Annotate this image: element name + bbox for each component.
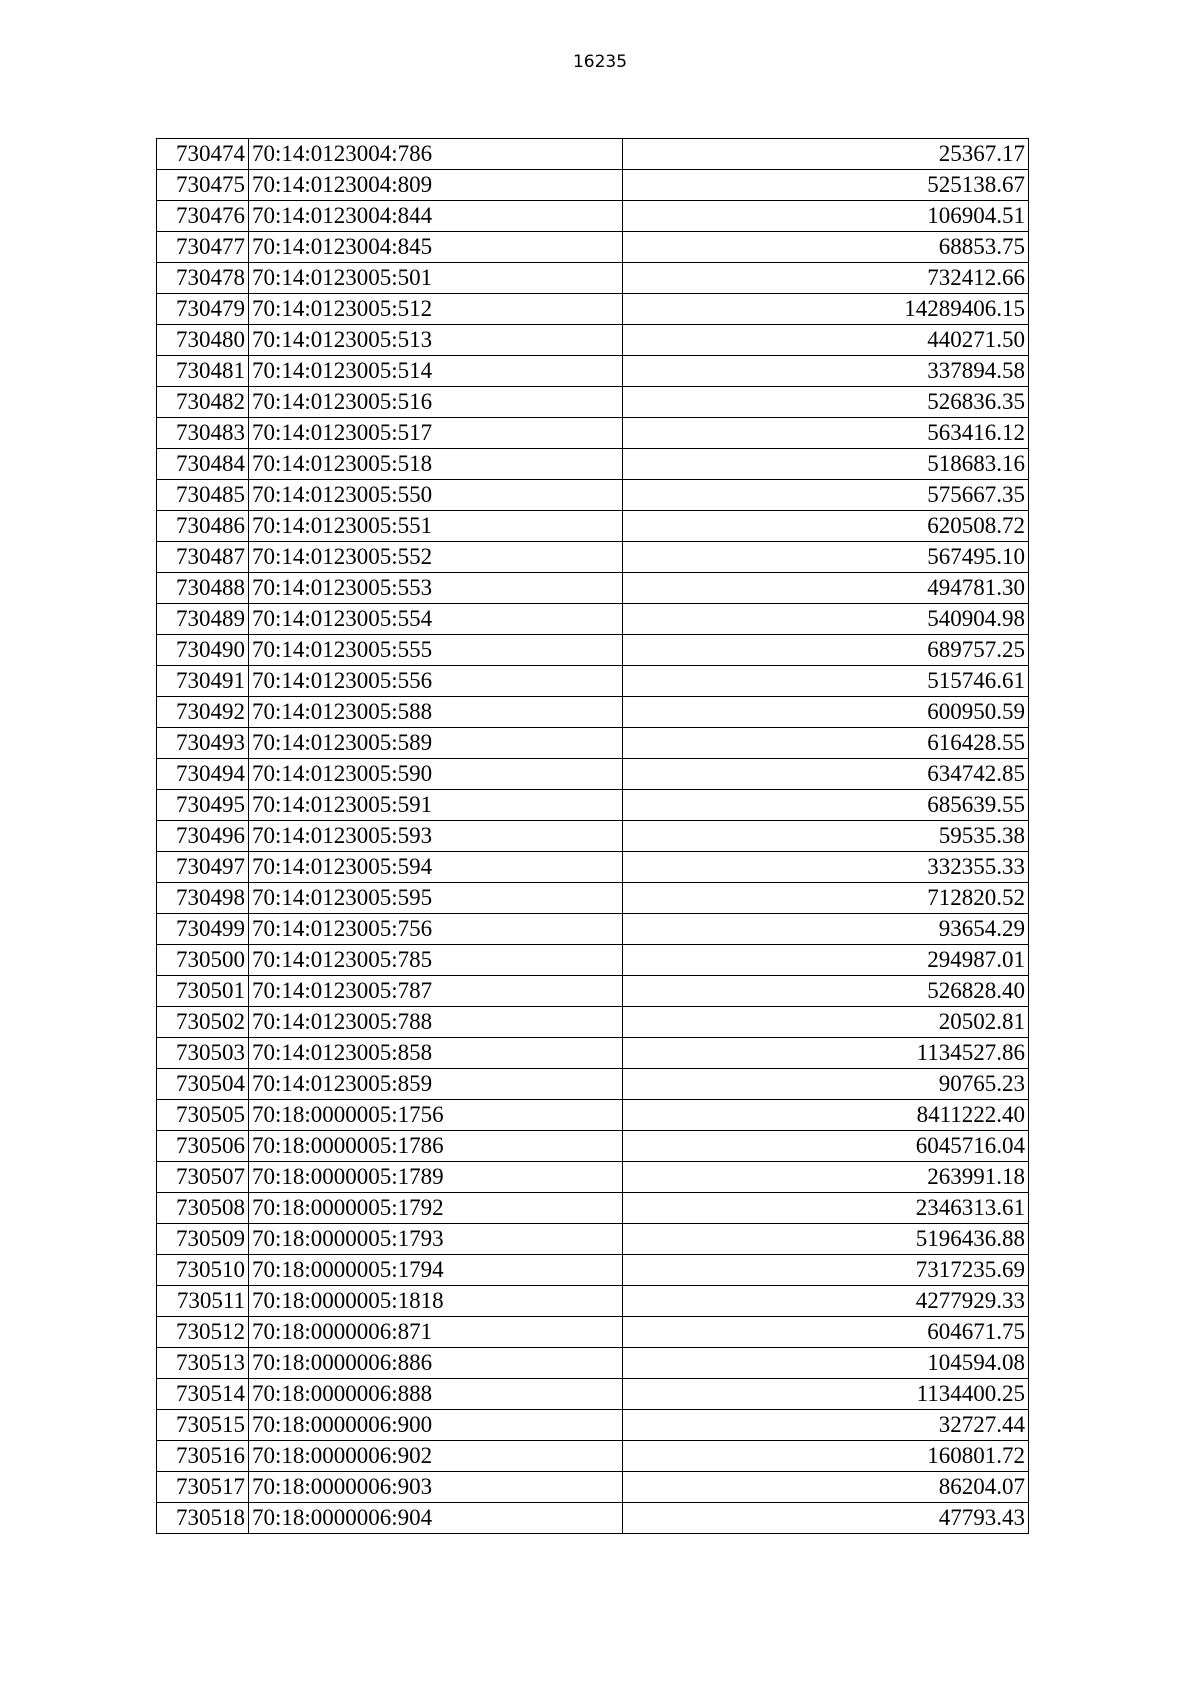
cadastral-number-cell: 70:14:0123005:591	[249, 790, 623, 821]
table-row	[157, 821, 1029, 852]
cadastral-value-cell: 712820.52	[623, 883, 1029, 914]
cadastral-number-cell: 70:14:0123005:554	[249, 604, 623, 635]
row-number-cell: 730485	[157, 480, 249, 511]
cadastral-value-cell: 620508.72	[623, 511, 1029, 542]
cadastral-number-cell: 70:18:0000005:1792	[249, 1193, 623, 1224]
table-row	[157, 542, 1029, 573]
cadastral-value-cell: 600950.59	[623, 697, 1029, 728]
cadastral-value-cell: 59535.38	[623, 821, 1029, 852]
cadastral-number-cell: 70:14:0123005:501	[249, 263, 623, 294]
row-number-cell: 730493	[157, 728, 249, 759]
table-row	[157, 139, 1029, 170]
cadastral-number-cell: 70:18:0000005:1789	[249, 1162, 623, 1193]
row-number-cell: 730503	[157, 1038, 249, 1069]
row-number-cell: 730512	[157, 1317, 249, 1348]
cadastral-value-cell: 567495.10	[623, 542, 1029, 573]
cadastral-number-cell: 70:18:0000006:903	[249, 1472, 623, 1503]
page-number: 16235	[572, 52, 628, 72]
table-row	[157, 759, 1029, 790]
row-number-cell: 730481	[157, 356, 249, 387]
table-row	[157, 1069, 1029, 1100]
row-number-cell: 730507	[157, 1162, 249, 1193]
cadastral-value-cell: 5196436.88	[623, 1224, 1029, 1255]
cadastral-number-cell: 70:14:0123005:859	[249, 1069, 623, 1100]
row-number-cell: 730518	[157, 1503, 249, 1534]
cadastral-value-cell: 1134400.25	[623, 1379, 1029, 1410]
row-number-cell: 730516	[157, 1441, 249, 1472]
table-row	[157, 1317, 1029, 1348]
cadastral-value-cell: 634742.85	[623, 759, 1029, 790]
cadastral-value-cell: 604671.75	[623, 1317, 1029, 1348]
table-row	[157, 1224, 1029, 1255]
cadastral-number-cell: 70:14:0123004:786	[249, 139, 623, 170]
cadastral-value-cell: 6045716.04	[623, 1131, 1029, 1162]
cadastral-number-cell: 70:14:0123005:517	[249, 418, 623, 449]
table-row	[157, 201, 1029, 232]
cadastral-value-cell: 563416.12	[623, 418, 1029, 449]
cadastral-value-cell: 14289406.15	[623, 294, 1029, 325]
cadastral-number-cell: 70:18:0000006:886	[249, 1348, 623, 1379]
row-number-cell: 730499	[157, 914, 249, 945]
table-row	[157, 356, 1029, 387]
cadastral-value-cell: 32727.44	[623, 1410, 1029, 1441]
cadastral-value-cell: 689757.25	[623, 635, 1029, 666]
table-row	[157, 976, 1029, 1007]
cadastral-number-cell: 70:14:0123005:552	[249, 542, 623, 573]
cadastral-number-cell: 70:18:0000006:900	[249, 1410, 623, 1441]
cadastral-number-cell: 70:14:0123005:756	[249, 914, 623, 945]
table-row	[157, 852, 1029, 883]
table-row	[157, 697, 1029, 728]
row-number-cell: 730497	[157, 852, 249, 883]
cadastral-number-cell: 70:14:0123005:594	[249, 852, 623, 883]
row-number-cell: 730510	[157, 1255, 249, 1286]
cadastral-value-cell: 1134527.86	[623, 1038, 1029, 1069]
cadastral-value-cell: 337894.58	[623, 356, 1029, 387]
cadastral-number-cell: 70:14:0123005:785	[249, 945, 623, 976]
table-row	[157, 1255, 1029, 1286]
cadastral-number-cell: 70:14:0123004:845	[249, 232, 623, 263]
cadastral-number-cell: 70:14:0123005:518	[249, 449, 623, 480]
cadastral-value-cell: 515746.61	[623, 666, 1029, 697]
row-number-cell: 730494	[157, 759, 249, 790]
table-row	[157, 1193, 1029, 1224]
table-row	[157, 480, 1029, 511]
row-number-cell: 730509	[157, 1224, 249, 1255]
cadastral-number-cell: 70:14:0123005:858	[249, 1038, 623, 1069]
cadastral-number-cell: 70:14:0123005:555	[249, 635, 623, 666]
cadastral-value-cell: 685639.55	[623, 790, 1029, 821]
row-number-cell: 730491	[157, 666, 249, 697]
row-number-cell: 730488	[157, 573, 249, 604]
cadastral-number-cell: 70:14:0123005:553	[249, 573, 623, 604]
row-number-cell: 730477	[157, 232, 249, 263]
cadastral-value-cell: 526828.40	[623, 976, 1029, 1007]
cadastral-value-cell: 294987.01	[623, 945, 1029, 976]
cadastral-value-table	[156, 138, 1029, 1534]
cadastral-number-cell: 70:18:0000006:871	[249, 1317, 623, 1348]
cadastral-number-cell: 70:18:0000005:1756	[249, 1100, 623, 1131]
row-number-cell: 730515	[157, 1410, 249, 1441]
row-number-cell: 730496	[157, 821, 249, 852]
cadastral-number-cell: 70:18:0000006:904	[249, 1503, 623, 1534]
row-number-cell: 730484	[157, 449, 249, 480]
table-row	[157, 1286, 1029, 1317]
cadastral-value-cell: 104594.08	[623, 1348, 1029, 1379]
row-number-cell: 730482	[157, 387, 249, 418]
table-row	[157, 1038, 1029, 1069]
table-row	[157, 1348, 1029, 1379]
cadastral-value-cell: 332355.33	[623, 852, 1029, 883]
table-row	[157, 666, 1029, 697]
cadastral-value-cell: 525138.67	[623, 170, 1029, 201]
table-row	[157, 914, 1029, 945]
table-row	[157, 263, 1029, 294]
cadastral-number-cell: 70:14:0123005:589	[249, 728, 623, 759]
cadastral-value-cell: 93654.29	[623, 914, 1029, 945]
table-row	[157, 1379, 1029, 1410]
row-number-cell: 730475	[157, 170, 249, 201]
cadastral-number-cell: 70:18:0000005:1794	[249, 1255, 623, 1286]
cadastral-number-cell: 70:14:0123004:844	[249, 201, 623, 232]
cadastral-value-cell: 106904.51	[623, 201, 1029, 232]
cadastral-value-cell: 90765.23	[623, 1069, 1029, 1100]
row-number-cell: 730517	[157, 1472, 249, 1503]
table-row	[157, 604, 1029, 635]
row-number-cell: 730483	[157, 418, 249, 449]
row-number-cell: 730511	[157, 1286, 249, 1317]
cadastral-number-cell: 70:14:0123005:595	[249, 883, 623, 914]
row-number-cell: 730486	[157, 511, 249, 542]
cadastral-number-cell: 70:14:0123004:809	[249, 170, 623, 201]
table-row	[157, 418, 1029, 449]
row-number-cell: 730498	[157, 883, 249, 914]
row-number-cell: 730504	[157, 1069, 249, 1100]
row-number-cell: 730478	[157, 263, 249, 294]
table-row	[157, 325, 1029, 356]
cadastral-number-cell: 70:14:0123005:551	[249, 511, 623, 542]
cadastral-number-cell: 70:14:0123005:788	[249, 1007, 623, 1038]
row-number-cell: 730487	[157, 542, 249, 573]
cadastral-number-cell: 70:18:0000006:888	[249, 1379, 623, 1410]
cadastral-number-cell: 70:14:0123005:588	[249, 697, 623, 728]
cadastral-value-cell: 20502.81	[623, 1007, 1029, 1038]
cadastral-number-cell: 70:14:0123005:516	[249, 387, 623, 418]
row-number-cell: 730476	[157, 201, 249, 232]
row-number-cell: 730492	[157, 697, 249, 728]
row-number-cell: 730489	[157, 604, 249, 635]
table-row	[157, 511, 1029, 542]
cadastral-value-cell: 160801.72	[623, 1441, 1029, 1472]
table-row	[157, 1100, 1029, 1131]
cadastral-number-cell: 70:18:0000006:902	[249, 1441, 623, 1472]
cadastral-value-cell: 526836.35	[623, 387, 1029, 418]
cadastral-value-cell: 25367.17	[623, 139, 1029, 170]
cadastral-value-cell: 86204.07	[623, 1472, 1029, 1503]
table-row	[157, 728, 1029, 759]
table-row	[157, 387, 1029, 418]
row-number-cell: 730495	[157, 790, 249, 821]
cadastral-value-cell: 494781.30	[623, 573, 1029, 604]
table-row	[157, 1162, 1029, 1193]
table-row	[157, 1410, 1029, 1441]
cadastral-number-cell: 70:18:0000005:1818	[249, 1286, 623, 1317]
table-body	[157, 139, 1029, 1534]
row-number-cell: 730501	[157, 976, 249, 1007]
cadastral-number-cell: 70:14:0123005:556	[249, 666, 623, 697]
row-number-cell: 730490	[157, 635, 249, 666]
cadastral-number-cell: 70:14:0123005:550	[249, 480, 623, 511]
cadastral-number-cell: 70:14:0123005:512	[249, 294, 623, 325]
cadastral-value-cell: 68853.75	[623, 232, 1029, 263]
table-row	[157, 1131, 1029, 1162]
table-row	[157, 170, 1029, 201]
table-row	[157, 883, 1029, 914]
table-row	[157, 1472, 1029, 1503]
row-number-cell: 730514	[157, 1379, 249, 1410]
row-number-cell: 730474	[157, 139, 249, 170]
table-row	[157, 945, 1029, 976]
table-row	[157, 635, 1029, 666]
cadastral-value-cell: 4277929.33	[623, 1286, 1029, 1317]
row-number-cell: 730500	[157, 945, 249, 976]
row-number-cell: 730479	[157, 294, 249, 325]
cadastral-value-cell: 616428.55	[623, 728, 1029, 759]
cadastral-number-cell: 70:14:0123005:513	[249, 325, 623, 356]
cadastral-value-cell: 2346313.61	[623, 1193, 1029, 1224]
row-number-cell: 730480	[157, 325, 249, 356]
row-number-cell: 730506	[157, 1131, 249, 1162]
cadastral-value-cell: 575667.35	[623, 480, 1029, 511]
table-row	[157, 449, 1029, 480]
cadastral-value-cell: 732412.66	[623, 263, 1029, 294]
cadastral-value-cell: 518683.16	[623, 449, 1029, 480]
cadastral-number-cell: 70:14:0123005:590	[249, 759, 623, 790]
cadastral-value-cell: 8411222.40	[623, 1100, 1029, 1131]
cadastral-value-cell: 47793.43	[623, 1503, 1029, 1534]
row-number-cell: 730513	[157, 1348, 249, 1379]
cadastral-value-cell: 440271.50	[623, 325, 1029, 356]
cadastral-number-cell: 70:14:0123005:514	[249, 356, 623, 387]
cadastral-number-cell: 70:18:0000005:1786	[249, 1131, 623, 1162]
cadastral-value-cell: 7317235.69	[623, 1255, 1029, 1286]
cadastral-value-cell: 263991.18	[623, 1162, 1029, 1193]
table-row	[157, 1007, 1029, 1038]
row-number-cell: 730502	[157, 1007, 249, 1038]
table-row	[157, 573, 1029, 604]
cadastral-number-cell: 70:18:0000005:1793	[249, 1224, 623, 1255]
cadastral-value-cell: 540904.98	[623, 604, 1029, 635]
cadastral-number-cell: 70:14:0123005:593	[249, 821, 623, 852]
table-row	[157, 294, 1029, 325]
table-row	[157, 1503, 1029, 1534]
row-number-cell: 730505	[157, 1100, 249, 1131]
row-number-cell: 730508	[157, 1193, 249, 1224]
table-row	[157, 1441, 1029, 1472]
table-row	[157, 232, 1029, 263]
table-row	[157, 790, 1029, 821]
cadastral-number-cell: 70:14:0123005:787	[249, 976, 623, 1007]
